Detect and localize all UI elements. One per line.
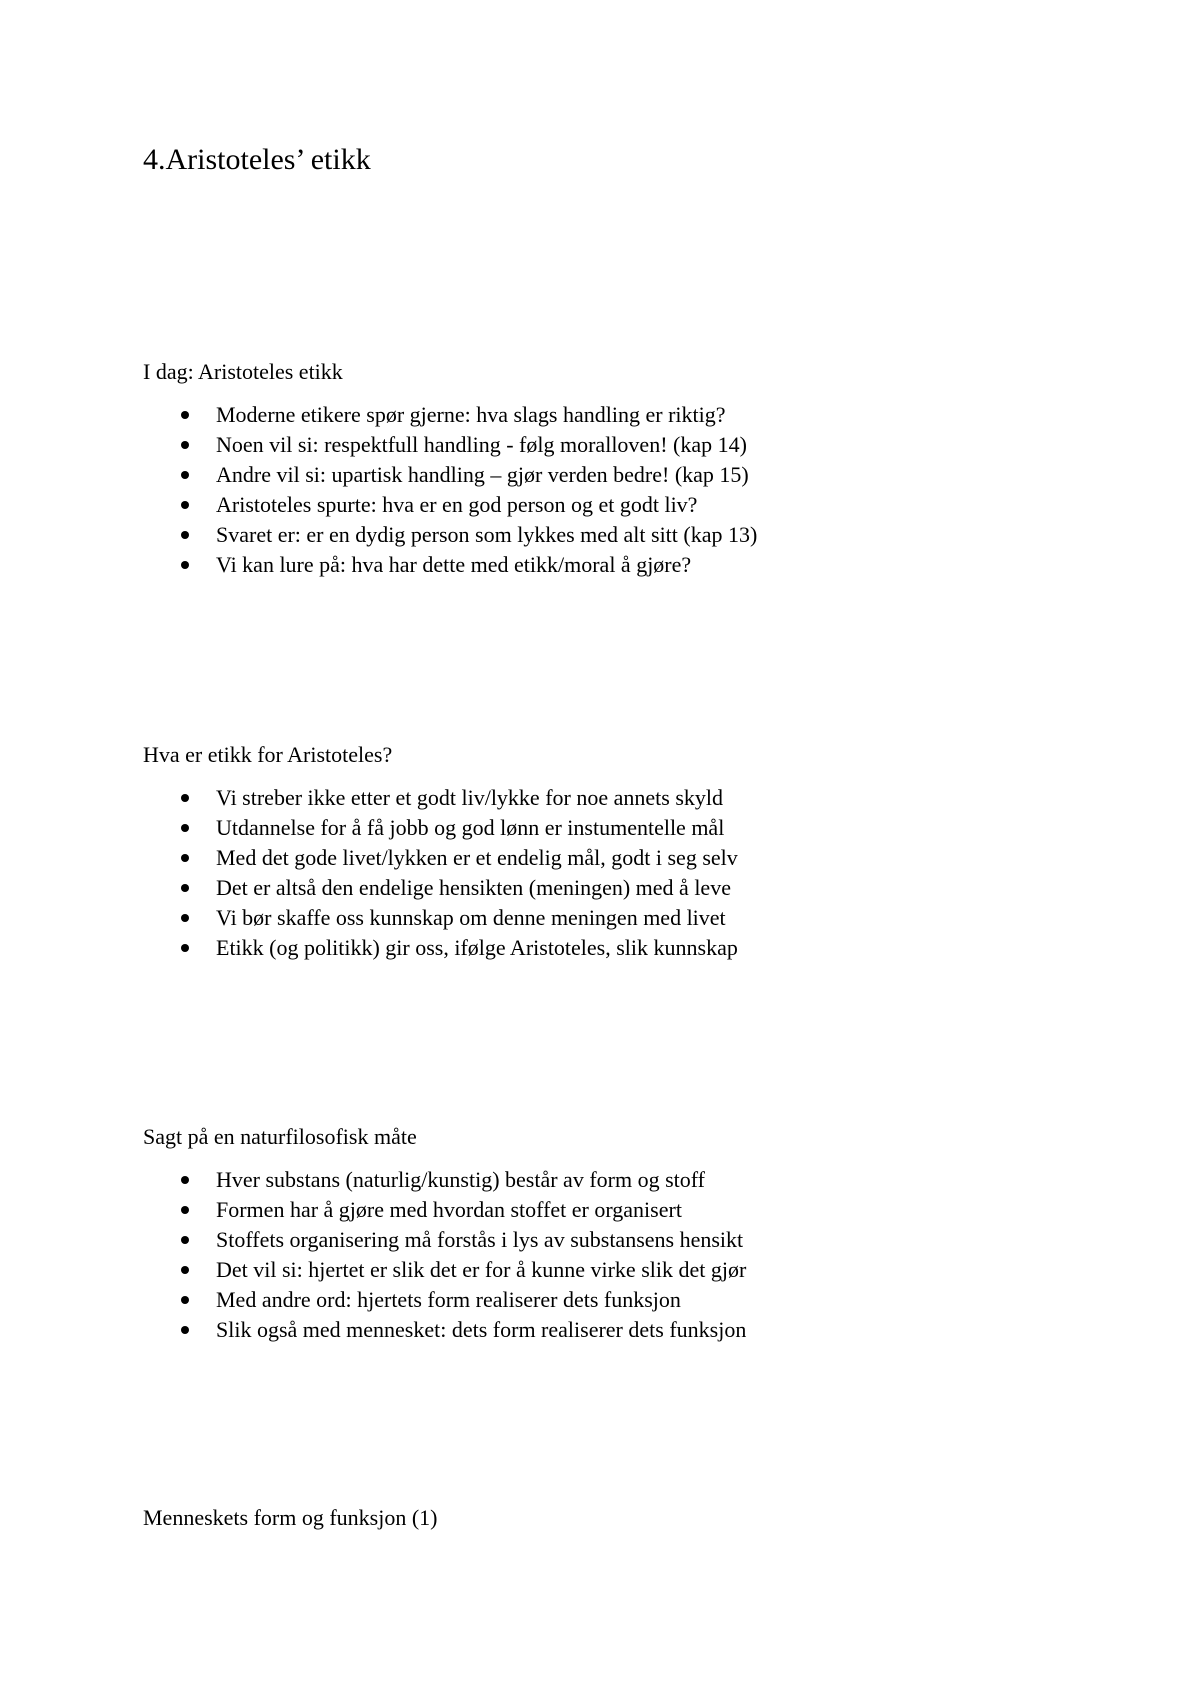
list-item-text: Formen har å gjøre med hvordan stoffet er organisert: [216, 1197, 682, 1222]
list-item: [143, 783, 1143, 813]
list-item: [143, 843, 1143, 873]
list-item: [143, 933, 1143, 963]
list-item-text: Med andre ord: hjertets form realiserer dets funksjon: [216, 1287, 681, 1312]
bullet-icon: [181, 1326, 189, 1334]
bullet-icon: [181, 794, 189, 802]
bullet-icon: [181, 531, 189, 539]
section-heading: Menneskets form og funksjon (1): [143, 1505, 438, 1530]
section-naturfilosofisk: [143, 1123, 1143, 1345]
section-heading: Hva er etikk for Aristoteles?: [143, 742, 393, 767]
list-item-text: Etikk (og politikk) gir oss, ifølge Aristoteles, slik kunnskap: [216, 935, 738, 960]
list-item: [143, 1315, 1143, 1345]
list-item-text: Vi bør skaffe oss kunnskap om denne meningen med livet: [216, 905, 726, 930]
section-menneskets-form: [143, 1504, 1143, 1532]
bullet-icon: [181, 944, 189, 952]
bullet-icon: [181, 1236, 189, 1244]
bullet-icon: [181, 1176, 189, 1184]
list-item: [143, 813, 1143, 843]
bullet-icon: [181, 884, 189, 892]
list-item: [143, 1285, 1143, 1315]
bullet-icon: [181, 1296, 189, 1304]
list-item-text: Vi kan lure på: hva har dette med etikk/moral å gjøre?: [216, 552, 692, 577]
list-item-text: Moderne etikere spør gjerne: hva slags handling er riktig?: [216, 402, 726, 427]
bullet-icon: [181, 1206, 189, 1214]
list-item: [143, 550, 1143, 580]
bullet-list: [143, 1165, 1143, 1345]
list-item: [143, 1165, 1143, 1195]
list-item: [143, 460, 1143, 490]
bullet-icon: [181, 914, 189, 922]
section-heading: I dag: Aristoteles etikk: [143, 359, 343, 384]
bullet-icon: [181, 1266, 189, 1274]
list-item: [143, 873, 1143, 903]
bullet-list: [143, 400, 1143, 580]
list-item: [143, 1225, 1143, 1255]
section-i-dag: [143, 358, 1143, 580]
list-item: [143, 490, 1143, 520]
list-item-text: Utdannelse for å få jobb og god lønn er instumentelle mål: [216, 815, 725, 840]
list-item-text: Noen vil si: respektfull handling - følg moralloven! (kap 14): [216, 432, 747, 457]
list-item: [143, 400, 1143, 430]
document-title: 4.Aristoteles’ etikk: [143, 143, 371, 176]
list-item: [143, 430, 1143, 460]
section-hva-er-etikk: [143, 741, 1143, 963]
list-item-text: Det er altså den endelige hensikten (meningen) med å leve: [216, 875, 731, 900]
bullet-icon: [181, 471, 189, 479]
list-item-text: Stoffets organisering må forstås i lys av substansens hensikt: [216, 1227, 744, 1252]
list-item-text: Med det gode livet/lykken er et endelig mål, godt i seg selv: [216, 845, 738, 870]
bullet-icon: [181, 854, 189, 862]
list-item: [143, 520, 1143, 550]
bullet-icon: [181, 441, 189, 449]
list-item: [143, 1195, 1143, 1225]
bullet-icon: [181, 501, 189, 509]
list-item-text: Hver substans (naturlig/kunstig) består av form og stoff: [216, 1167, 706, 1192]
list-item: [143, 903, 1143, 933]
list-item-text: Det vil si: hjertet er slik det er for å kunne virke slik det gjør: [216, 1257, 747, 1282]
list-item-text: Svaret er: er en dydig person som lykkes med alt sitt (kap 13): [216, 522, 758, 547]
section-heading: Sagt på en naturfilosofisk måte: [143, 1124, 417, 1149]
bullet-icon: [181, 824, 189, 832]
list-item: [143, 1255, 1143, 1285]
bullet-icon: [181, 561, 189, 569]
list-item-text: Vi streber ikke etter et godt liv/lykke for noe annets skyld: [216, 785, 723, 810]
list-item-text: Slik også med mennesket: dets form realiserer dets funksjon: [216, 1317, 747, 1342]
list-item-text: Aristoteles spurte: hva er en god person og et godt liv?: [216, 492, 698, 517]
bullet-icon: [181, 411, 189, 419]
bullet-list: [143, 783, 1143, 963]
list-item-text: Andre vil si: upartisk handling – gjør verden bedre! (kap 15): [216, 462, 749, 487]
